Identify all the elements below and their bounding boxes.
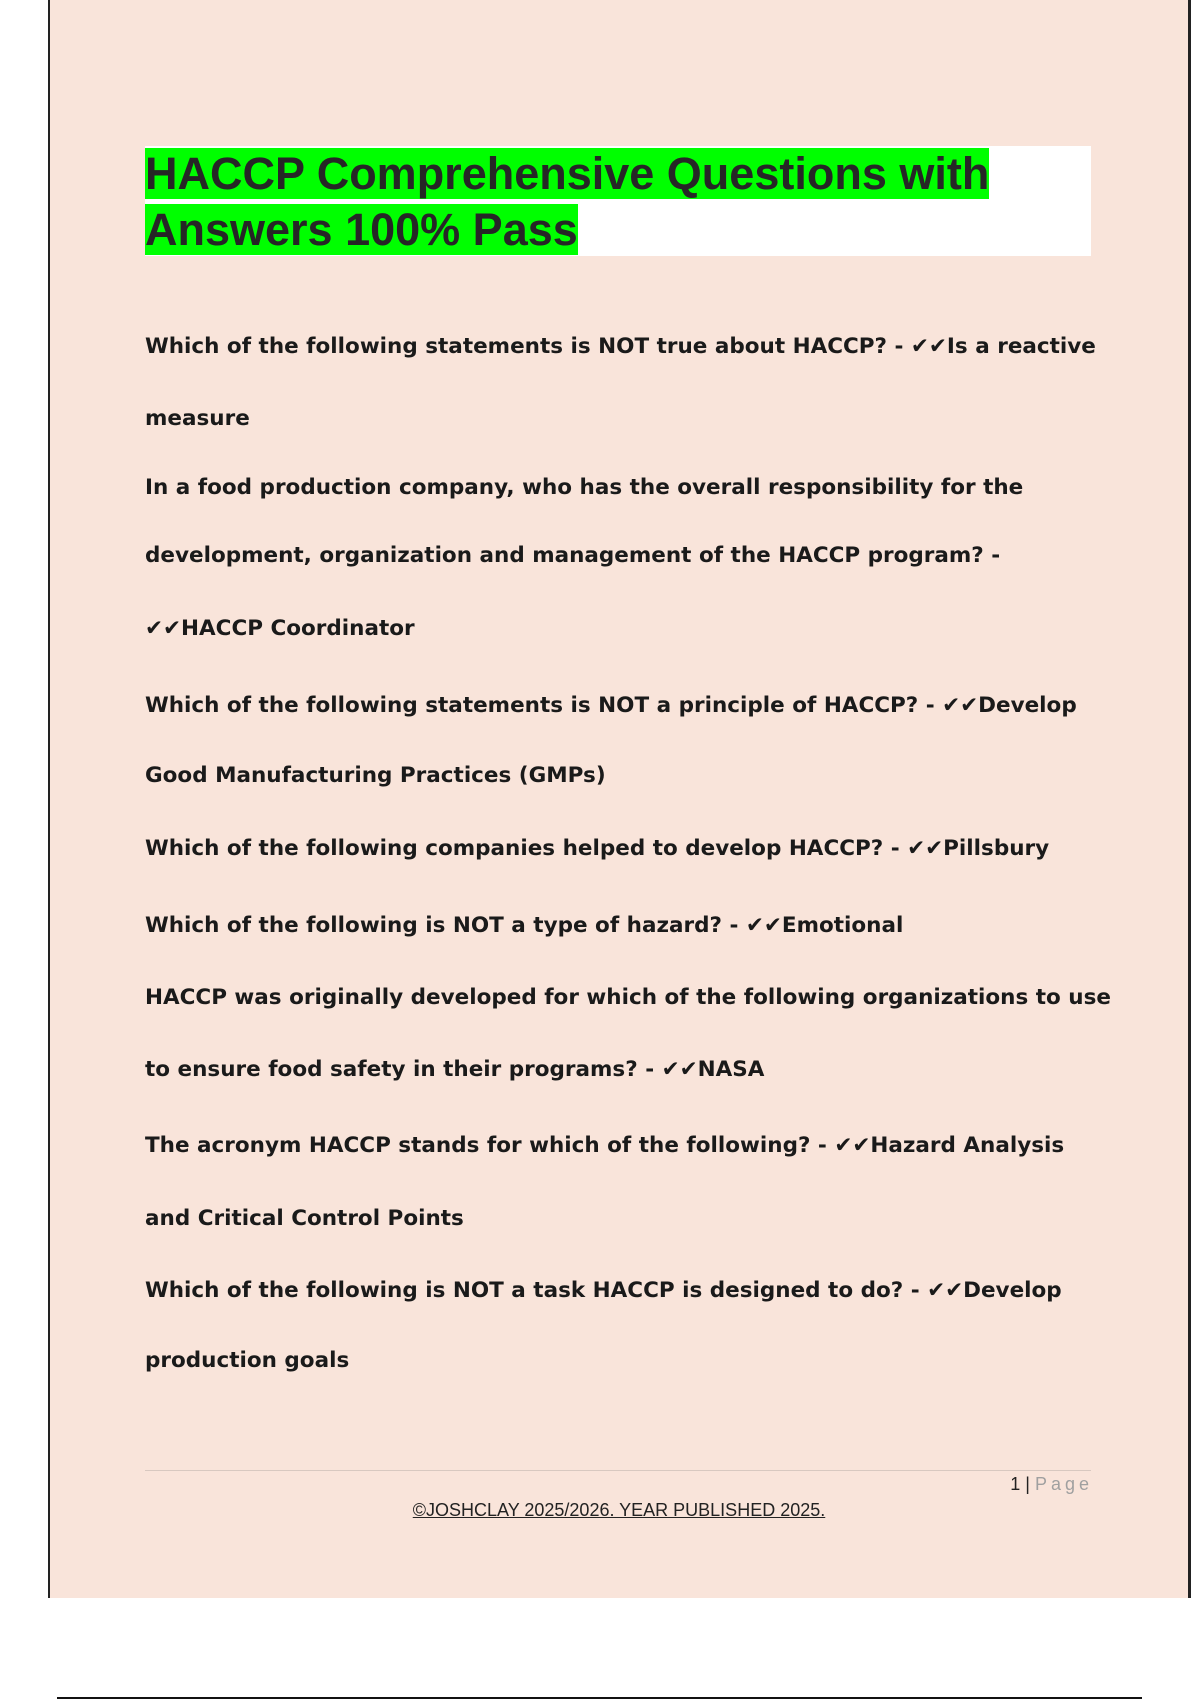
qa-line-1: Which of the following statements is NOT true about HACCP? - ✔✔Is a reactive xyxy=(145,334,1096,359)
qa-line-7: Good Manufacturing Practices (GMPs) xyxy=(145,763,606,788)
title-line-2: Answers 100% Pass xyxy=(145,204,578,255)
bottom-divider xyxy=(57,1697,1142,1699)
page-number-separator: | xyxy=(1025,1474,1030,1494)
qa-line-15: production goals xyxy=(145,1348,350,1373)
qa-line-6: Which of the following statements is NOT a principle of HACCP? - ✔✔Develop xyxy=(145,693,1077,718)
page-number-value: 1 xyxy=(1010,1474,1021,1494)
footer-divider xyxy=(145,1470,1091,1471)
title-line-1: HACCP Comprehensive Questions with xyxy=(145,148,990,199)
qa-line-5: ✔✔HACCP Coordinator xyxy=(145,616,415,641)
page-word: Page xyxy=(1034,1474,1093,1494)
qa-line-9: Which of the following is NOT a type of hazard? - ✔✔Emotional xyxy=(145,913,904,938)
qa-line-4: development, organization and management of the HACCP program? - xyxy=(145,543,1001,568)
qa-line-3: In a food production company, who has the overall responsibility for the xyxy=(145,475,1024,500)
qa-line-10: HACCP was originally developed for which of the following organizations to use xyxy=(145,985,1111,1010)
qa-line-11: to ensure food safety in their programs? - ✔✔NASA xyxy=(145,1057,765,1082)
page-number xyxy=(1010,1474,1093,1495)
qa-line-13: and Critical Control Points xyxy=(145,1206,464,1231)
copyright-notice: ©JOSHCLAY 2025/2026. YEAR PUBLISHED 2025. xyxy=(412,1500,826,1520)
qa-line-2: measure xyxy=(145,406,250,431)
qa-line-8: Which of the following companies helped to develop HACCP? - ✔✔Pillsbury xyxy=(145,836,1050,861)
qa-line-14: Which of the following is NOT a task HACCP is designed to do? - ✔✔Develop xyxy=(145,1278,1062,1303)
document-page xyxy=(48,0,1191,1598)
title-block xyxy=(145,146,1091,256)
qa-line-12: The acronym HACCP stands for which of the following? - ✔✔Hazard Analysis xyxy=(145,1133,1065,1158)
page-title xyxy=(145,146,1091,258)
